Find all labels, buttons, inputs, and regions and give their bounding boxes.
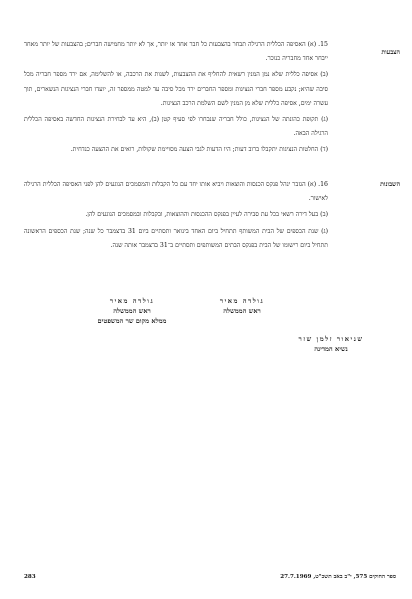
- section-16: [24, 178, 328, 255]
- paragraph-15d: (ד) החלטות הנציגות יתקבלו ברוב דעות; היו הדעות לגבי הצעה מסויימת שקולות, רואים את ההצעה כנדחית.: [70, 146, 328, 154]
- signature-title: ראש הממשלה: [223, 307, 261, 315]
- paragraph-16b: (ב) בעל דירה רשאי בכל עת סבירה לעיין בפנקס ההכנסות וההוצאות, ובקבלות ובמסמכים הנוגעים להן.: [85, 211, 328, 219]
- signature-block-middle: [196, 296, 288, 316]
- margin-note-accounts: השבונות: [380, 181, 400, 188]
- signature-name: גולדה מאיר: [219, 297, 265, 305]
- page-number: 283: [24, 574, 36, 580]
- margin-note-voting: הצבעות: [381, 49, 400, 56]
- paragraph-15a: 15. (א) האסיפה הכללית הרגילה תבחר בהצבעות כל חבר אחד או יותר, אך לא יותר מחמישה חברים; בהצבעות של יותר מאחד ייבחר אחד מחבריה כנוכר.: [24, 41, 328, 63]
- paragraph-15b: (ב) אסיפה כללית שלא נמן המנין רשאית להחליף את ההצבעות, לשנות את הרכבה, או להשלימה, אם ירד מספר חבריה מכל סיבה שהיא; נקבע מספר חברי הנציגות ומספר החברים ירד מכל סיבה עד למטה ממספר זה, יועדו חברי הנציגות הנשארים, תוך עשרה ימים, אסיפה כללית שלא מן המנין לשם השלמת הרכב הנציגות.: [24, 71, 328, 107]
- signature-title: ראש הממשלה: [113, 307, 151, 315]
- signature-block-left: [74, 296, 190, 326]
- paragraph-16c: (ג) שנת הכספים של הבית המשותף תתחיל ביום האחד בינואר ותסתיים ביום 31 בדצמבר כל שנה; שנת הכספים הראשונה תתחיל ביום רישומו של הבית בפנקס הבתים המשותפים ותסתיים ב־31 בדצמבר אותה שנה.: [24, 227, 328, 249]
- signature-title: נשיא המדינה: [314, 345, 348, 353]
- signature-block-president: [276, 334, 386, 354]
- paragraph-16a: 16. (א) הגזבר ינהל פנקס הכנסות והוצאות ויביא אותו יחד עם כל הקבלות והמסמכים הנוגעים להן לפני האסיפה הכללית הרגילה לאישור.: [24, 181, 328, 203]
- signature-title-secondary: ממלא מקום שר המשפטים: [97, 317, 167, 325]
- paragraph-15c: (ג) תקופת כהונתה של הנציגות, כולל חבריה שנבחרו לפי סעיף קטן (ב), היא עד לבחירת הנציגות החדשה באסיפה הכללית הרגילה הבאה.: [24, 116, 328, 138]
- section-15: [24, 38, 328, 160]
- publication-citation: ספר החוקים 575, י"ב באב תשכ"ט, 27.7.1969: [280, 574, 396, 580]
- signature-name: גולדה מאיר: [109, 297, 155, 305]
- signature-name: שניאור זלמן שזר: [298, 335, 364, 343]
